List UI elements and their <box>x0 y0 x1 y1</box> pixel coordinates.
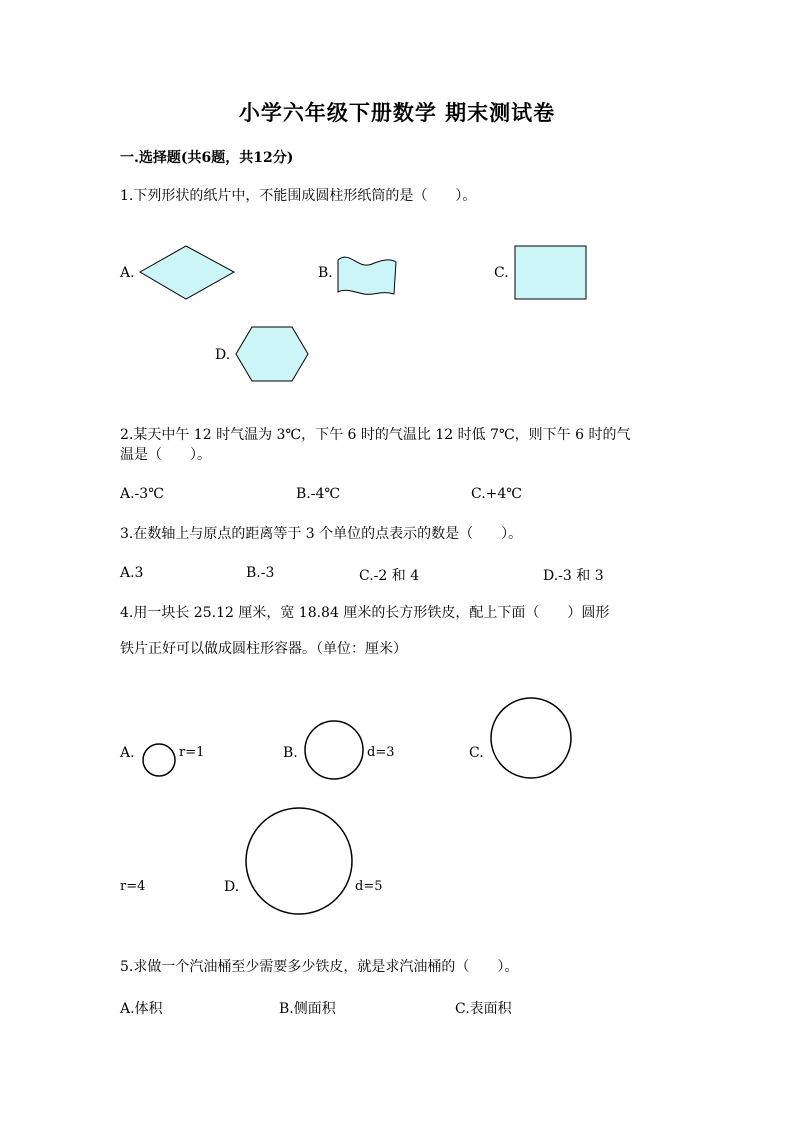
wavy-paper-shape <box>336 254 400 298</box>
q3-option-b: B.-3 <box>246 565 275 581</box>
q4-option-a-label: A. <box>120 745 135 761</box>
hexagon-shape <box>234 325 310 383</box>
question-5-text: 5.求做一个汽油桶至少需要多少铁皮，就是求汽油桶的（ ）。 <box>120 959 519 975</box>
circle-d-label: d=5 <box>355 879 383 894</box>
question-1-text: 1.下列形状的纸片中，不能围成圆柱形纸筒的是（ ）。 <box>120 188 477 204</box>
q3-option-d: D.-3 和 3 <box>543 568 604 584</box>
q5-option-c: C.表面积 <box>455 1001 512 1017</box>
circle-a-label: r=1 <box>179 745 205 760</box>
page-title: 小学六年级下册数学 期末测试卷 <box>238 100 556 125</box>
question-3-text: 3.在数轴上与原点的距离等于 3 个单位的点表示的数是（ ）。 <box>120 526 523 542</box>
circle-c-shape <box>490 697 574 781</box>
q4-option-c-label: C. <box>469 745 484 761</box>
question-4-line-1: 4.用一块长 25.12 厘米，宽 18.84 厘米的长方形铁皮，配上下面（ ）圆形 <box>120 605 610 621</box>
question-2-line-2: 温是（ ）。 <box>120 447 211 463</box>
q5-option-a: A.体积 <box>120 1001 163 1017</box>
q3-option-c: C.-2 和 4 <box>359 568 420 584</box>
q1-option-b-label: B. <box>318 265 333 281</box>
circle-d-shape <box>244 807 354 917</box>
q1-option-a-label: A. <box>120 265 135 281</box>
question-2-line-1: 2.某天中午 12 时气温为 3℃，下午 6 时的气温比 12 时低 7℃，则下午 6 时的气 <box>120 427 631 443</box>
q1-option-d-label: D. <box>215 347 231 363</box>
question-4-line-2: 铁片正好可以做成圆柱形容器。（单位：厘米） <box>120 641 407 657</box>
circle-a-shape <box>142 743 178 779</box>
rectangle-shape <box>514 245 588 301</box>
circle-b-label: d=3 <box>367 745 395 760</box>
q1-option-c-label: C. <box>494 265 509 281</box>
section-heading: 一.选择题(共6题，共12分) <box>120 150 294 166</box>
rhombus-shape <box>138 244 238 302</box>
q4-option-d-label: D. <box>224 879 240 895</box>
q2-option-a: A.-3℃ <box>120 486 164 502</box>
q2-option-b: B.-4℃ <box>296 486 341 502</box>
q4-option-b-label: B. <box>283 745 298 761</box>
q5-option-b: B.侧面积 <box>279 1001 336 1017</box>
q3-option-a: A.3 <box>120 565 144 581</box>
circle-b-shape <box>303 719 365 781</box>
q2-option-c: C.+4℃ <box>471 486 522 502</box>
circle-c-label: r=4 <box>120 879 146 894</box>
